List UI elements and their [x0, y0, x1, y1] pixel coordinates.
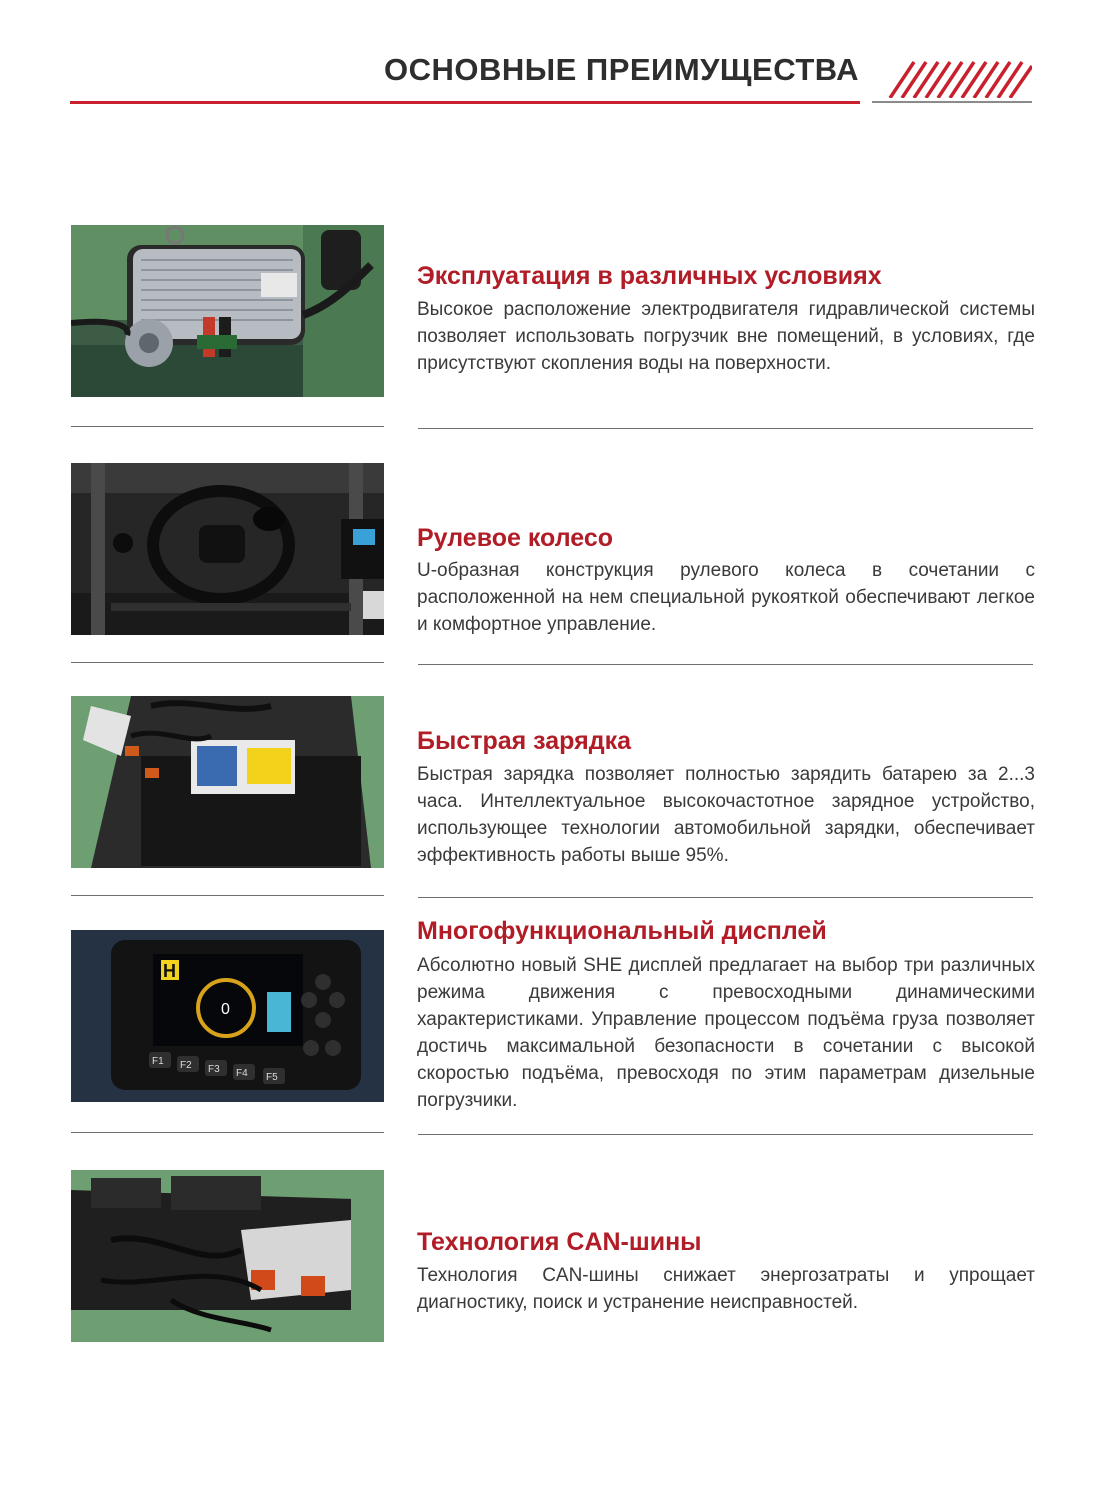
section-text: Быстрая зарядка позволяет полностью зарядить батарею за 2...3 часа. Интеллектуальное высокочастотное зарядное устройство, использующее технологии автомобильной зарядки, обеспечивает эффективность работы выше 95%. [417, 764, 1035, 866]
section-divider [418, 1134, 1033, 1135]
can-bus-photo [71, 1170, 384, 1342]
section-text: U-образная конструкция рулевого колеса в сочетании с расположенной на нем специальной рукояткой обеспечивают легкое и комфортное управление. [417, 560, 1035, 635]
section-title: Быстрая зарядка [417, 727, 631, 755]
section-divider [418, 897, 1033, 898]
section-divider [71, 426, 384, 427]
section-divider [418, 428, 1033, 429]
section-text: Абсолютно новый SHE дисплей предлагает на выбор три различных режима движения с превосходными динамическими характеристиками. Управление процессом подъёма груза позволяет достичь максимальной безопасности в сочетании с высокой скоростью подъёма, превосходя по этим параметрам дизельные погрузчики. [417, 955, 1035, 1111]
section-text: Высокое расположение электродвигателя гидравлической системы позволяет использовать погрузчик вне помещений, в условиях, где присутствуют скопления воды на поверхности. [417, 299, 1035, 374]
page-title: ОСНОВНЫЕ ПРЕИМУЩЕСТВА [384, 52, 859, 87]
section-divider [418, 664, 1033, 665]
section-title: Многофункциональный дисплей [417, 917, 827, 945]
steering-wheel-photo [71, 463, 384, 635]
section-title: Технология CAN-шины [417, 1228, 702, 1256]
display-speed: 0 [221, 1001, 230, 1018]
hydraulic-motor-photo [71, 225, 384, 397]
header-rule-gray [872, 101, 1032, 103]
section-divider [71, 662, 384, 663]
charger-photo [71, 696, 384, 868]
section-text: Технология CAN-шины снижает энергозатраты и упрощает диагностику, поиск и устранение неисправностей. [417, 1265, 1035, 1313]
display-photo [71, 930, 384, 1102]
f3-key: F3 [208, 1064, 220, 1075]
f4-key: F4 [236, 1068, 248, 1079]
display-mode: H [163, 961, 176, 981]
section-title: Эксплуатация в различных условиях [417, 262, 882, 290]
f1-key: F1 [152, 1056, 164, 1067]
section-divider [71, 895, 384, 896]
f5-key: F5 [266, 1072, 278, 1083]
f2-key: F2 [180, 1060, 192, 1071]
header-rule [70, 101, 860, 104]
hatch-decoration [888, 60, 1032, 98]
section-divider [71, 1132, 384, 1133]
section-title: Рулевое колесо [417, 524, 613, 552]
